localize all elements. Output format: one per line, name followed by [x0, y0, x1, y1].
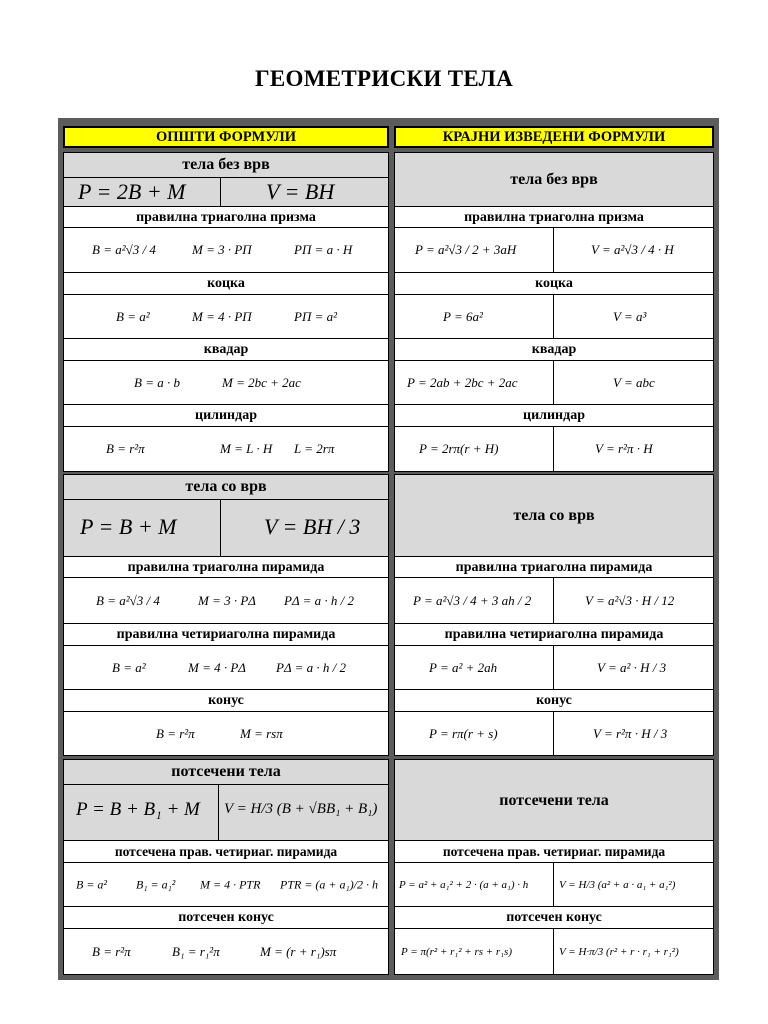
formula: M = 4 · PTR — [200, 877, 261, 891]
formula: M = rsπ — [240, 725, 283, 741]
formula-row — [395, 578, 713, 624]
volume-formula: V = BH / 3 — [264, 514, 361, 539]
section-pyramids-right — [394, 474, 714, 756]
volume-formula: V = H/3 (B + √BB₁ + B₁) — [224, 801, 378, 817]
section-header — [64, 475, 388, 557]
formula: P = 6a² — [443, 308, 483, 324]
formula-row — [395, 646, 713, 690]
row-label: квадар — [64, 339, 388, 361]
formula: V = abc — [613, 374, 655, 390]
row-label: потсечен конус — [395, 907, 713, 929]
formula: L = 2rπ — [294, 441, 335, 456]
formula: P = a² + a₁² + 2 · (a + a₁) · h — [399, 878, 529, 891]
formula: M = 3 · PΔ — [198, 592, 256, 608]
formula-row — [64, 427, 388, 471]
formula: V = H/3 (a² + a · a₁ + a₁²) — [559, 878, 676, 891]
formula: P = 2rπ(r + H) — [419, 441, 499, 456]
row-label: квадар — [395, 339, 713, 361]
section-title: тела без врв — [395, 153, 713, 207]
formula: B₁ = a₁² — [136, 877, 176, 891]
formula-row — [64, 712, 388, 755]
formula-row — [64, 578, 388, 624]
section-title: тела со врв — [395, 475, 713, 557]
right-column-header: КРАЈНИ ИЗВЕДЕНИ ФОРМУЛИ — [394, 126, 714, 148]
formula: V = a²√3 / 4 · H — [591, 242, 674, 257]
formula: PП = a · H — [294, 242, 353, 257]
surface-formula: P = B + M — [80, 514, 177, 539]
formula: V = r²π · H / 3 — [593, 725, 668, 741]
row-label: конус — [395, 690, 713, 712]
formula: P = a²√3 / 2 + 3aH — [415, 242, 517, 257]
formula-row — [395, 228, 713, 273]
formula: B = r²π — [106, 441, 145, 456]
page-title: ГЕОМЕТРИСКИ ТЕЛА — [254, 66, 514, 91]
formula: B = a · b — [134, 374, 180, 390]
formula: V = a²√3 · H / 12 — [585, 592, 675, 608]
formula-row — [64, 361, 388, 405]
row-label: потсечен конус — [64, 907, 388, 929]
formula: V = H·π/3 (r² + r · r₁ + r₁²) — [559, 945, 679, 958]
formula: P = rπ(r + s) — [429, 725, 498, 741]
formula-row — [64, 646, 388, 690]
formula: P = a²√3 / 4 + 3 ah / 2 — [413, 592, 532, 608]
formula: B₁ = r₁²π — [172, 943, 220, 959]
formula-row — [395, 361, 713, 405]
section-frustums-left — [63, 759, 389, 975]
right-column — [394, 118, 714, 980]
formula: P = a² + 2ah — [429, 659, 498, 675]
formula: B = a² — [112, 659, 146, 675]
formula: B = r²π — [92, 943, 131, 959]
formula: M = (r + r₁)sπ — [260, 943, 337, 959]
section-header — [64, 153, 388, 207]
formula: B = a² — [76, 877, 108, 891]
formula: M = 4 · PΔ — [188, 659, 246, 675]
formula: PП = a² — [294, 308, 337, 324]
row-label: правилна четириаголна пирамида — [395, 624, 713, 646]
row-label: цилиндар — [395, 405, 713, 427]
row-label: потсечена прав. четириаг. пирамида — [395, 841, 713, 863]
row-label: правилна триаголна призма — [64, 207, 388, 228]
section-title: тела без врв — [64, 153, 388, 178]
section-title: потсечени тела — [64, 760, 388, 785]
left-column-header: ОПШТИ ФОРМУЛИ — [63, 126, 389, 148]
formula: V = r²π · H — [595, 441, 653, 456]
section-header — [64, 760, 388, 841]
formula: B = a²√3 / 4 — [96, 592, 160, 608]
left-column — [63, 118, 389, 980]
surface-formula: P = B + B₁ + M — [76, 799, 200, 820]
formula-row — [395, 712, 713, 755]
formula: M = 4 · PП — [192, 308, 252, 324]
formula: V = a³ — [613, 308, 647, 324]
formula-row — [64, 863, 388, 907]
formula: PTR = (a + a₁)/2 · h — [280, 877, 379, 891]
formula-row — [64, 295, 388, 339]
row-label: цилиндар — [64, 405, 388, 427]
formula: B = r²π — [156, 725, 195, 741]
row-label: коцка — [64, 273, 388, 295]
formula: P = π(r² + r₁² + rs + r₁s) — [401, 945, 512, 958]
formula: M = 3 · PП — [192, 242, 252, 257]
section-frustums-right — [394, 759, 714, 975]
formula: PΔ = a · h / 2 — [284, 592, 354, 608]
row-label: правилна триаголна пирамида — [64, 557, 388, 578]
section-title: тела со врв — [64, 475, 388, 500]
row-label: потсечена прав. четириаг. пирамида — [64, 841, 388, 863]
row-label: коцка — [395, 273, 713, 295]
section-title: потсечени тела — [395, 760, 713, 841]
formula-row — [395, 929, 713, 974]
section-pyramids-left — [63, 474, 389, 756]
row-label: правилна четириаголна пирамида — [64, 624, 388, 646]
formula-row — [395, 427, 713, 471]
section-prisms-right — [394, 152, 714, 472]
surface-formula: P = 2B + M — [78, 179, 186, 204]
formula: M = 2bc + 2ac — [222, 374, 301, 390]
formula-row — [64, 228, 388, 273]
formula: B = a² — [116, 308, 150, 324]
formula-row — [64, 929, 388, 974]
formula-table — [58, 118, 719, 980]
formula-row — [395, 295, 713, 339]
formula: PΔ = a · h / 2 — [276, 659, 346, 675]
row-label: конус — [64, 690, 388, 712]
row-label: правилна триаголна призма — [395, 207, 713, 228]
formula-row — [395, 863, 713, 907]
formula: M = L · H — [220, 441, 273, 456]
formula: V = a² · H / 3 — [597, 659, 667, 675]
row-label: правилна триаголна пирамида — [395, 557, 713, 578]
formula: P = 2ab + 2bc + 2ac — [407, 374, 518, 390]
formula: B = a²√3 / 4 — [92, 242, 156, 257]
section-prisms-left — [63, 152, 389, 472]
volume-formula: V = BH — [266, 179, 335, 204]
